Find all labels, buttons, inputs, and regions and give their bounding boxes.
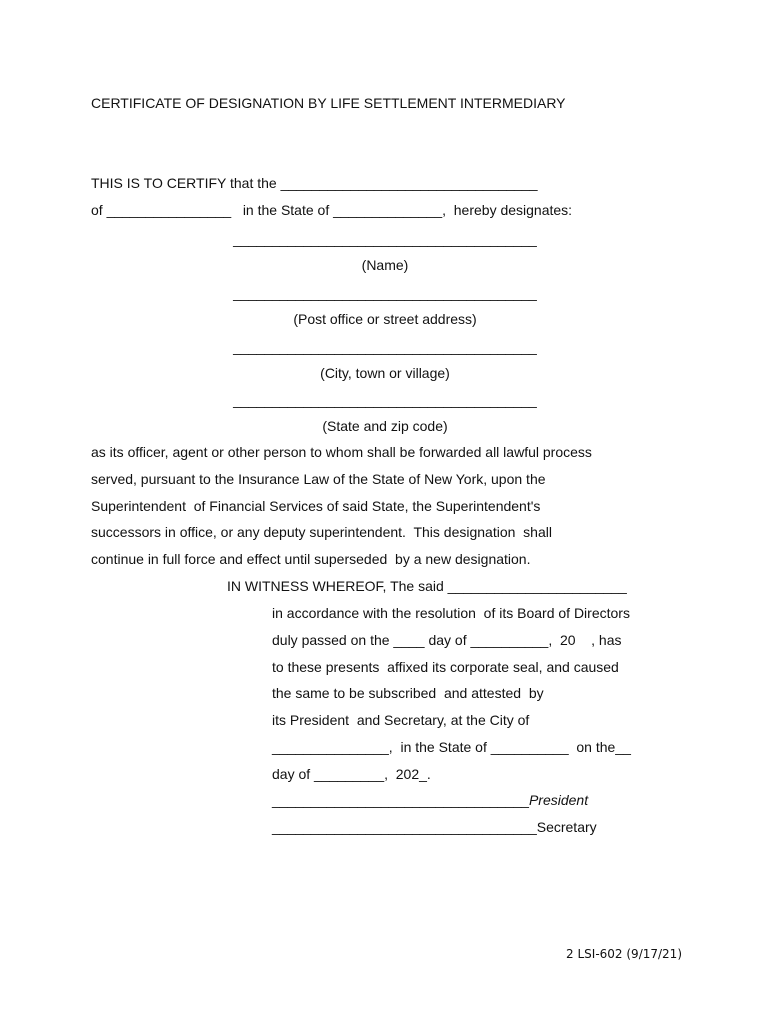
witness-line-5: its President and Secretary, at the City of bbox=[272, 712, 530, 728]
address-blank-line: _______________________________________ bbox=[233, 285, 537, 301]
city-label: (City, town or village) bbox=[320, 365, 450, 381]
president-blank: _________________________________ bbox=[272, 792, 529, 808]
body-line-5: continue in full force and effect until superseded by a new designation. bbox=[91, 551, 531, 567]
witness-line-7: day of _________, 202_. bbox=[272, 766, 431, 782]
certify-line-1: THIS IS TO CERTIFY that the _________________________________ bbox=[91, 175, 538, 191]
secretary-signature-line bbox=[272, 818, 597, 836]
form-number-footer: 2 LSI-602 (9/17/21) bbox=[566, 947, 682, 961]
document-title: CERTIFICATE OF DESIGNATION BY LIFE SETTLEMENT INTERMEDIARY bbox=[91, 95, 566, 111]
secretary-label: Secretary bbox=[536, 819, 597, 835]
name-blank-line: _______________________________________ bbox=[233, 231, 537, 247]
body-line-4: successors in office, or any deputy superintendent. This designation shall bbox=[91, 524, 552, 540]
secretary-blank: __________________________________ bbox=[272, 819, 537, 835]
witness-line-1: in accordance with the resolution of its Board of Directors bbox=[272, 605, 630, 621]
witness-intro: IN WITNESS WHEREOF, The said _______________________ bbox=[227, 578, 627, 594]
city-blank-line: _______________________________________ bbox=[233, 339, 537, 355]
body-line-2: served, pursuant to the Insurance Law of the State of New York, upon the bbox=[91, 471, 546, 487]
witness-line-3: to these presents affixed its corporate seal, and caused bbox=[272, 659, 619, 675]
state-zip-label: (State and zip code) bbox=[322, 418, 448, 434]
address-label: (Post office or street address) bbox=[293, 311, 477, 327]
witness-line-6: _______________, in the State of __________ on the__ bbox=[272, 739, 631, 755]
president-signature-line bbox=[272, 791, 588, 809]
president-label: President bbox=[528, 792, 589, 808]
name-label: (Name) bbox=[361, 257, 409, 273]
witness-line-4: the same to be subscribed and attested by bbox=[272, 685, 544, 701]
certify-line-2: of ________________ in the State of ______________, hereby designates: bbox=[91, 202, 573, 218]
body-line-3: Superintendent of Financial Services of said State, the Superintendent's bbox=[91, 498, 541, 514]
state-zip-blank-line: _______________________________________ bbox=[233, 392, 537, 408]
witness-line-2: duly passed on the ____ day of __________, 20 , has bbox=[272, 632, 622, 648]
body-line-1: as its officer, agent or other person to whom shall be forwarded all lawful process bbox=[91, 444, 592, 460]
